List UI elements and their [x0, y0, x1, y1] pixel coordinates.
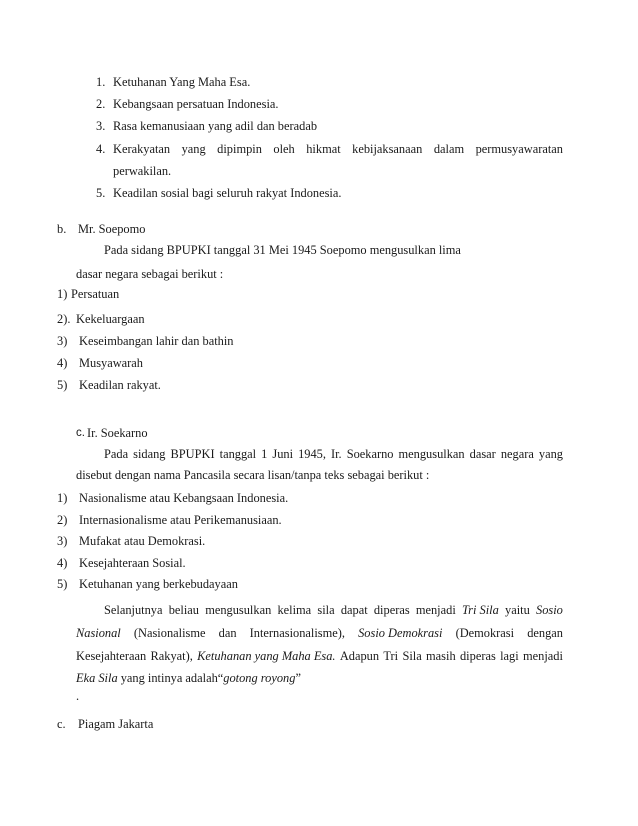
word: menjadi: [415, 603, 456, 617]
word: masih: [426, 649, 456, 663]
list-number: 1): [57, 287, 68, 301]
list-number: 4): [57, 556, 68, 570]
word: diperas: [459, 649, 496, 663]
list-item: Keseimbangan lahir dan bathin: [79, 334, 234, 348]
word-italic: Nasional: [76, 626, 121, 640]
word-italic: Ketuhanan yang Maha Esa.: [197, 649, 336, 663]
word: yaitu: [505, 603, 530, 617]
word: Rakyat),: [150, 649, 193, 663]
word: dan: [218, 626, 237, 640]
list-item: Keadilan rakyat.: [79, 378, 161, 392]
word: dapat: [340, 603, 368, 617]
paragraph-line-justified: [76, 648, 563, 664]
list-item: Keadilan sosial bagi seluruh rakyat Indonesia.: [113, 186, 342, 200]
list-number: 5.: [96, 186, 106, 200]
word: Tri: [383, 649, 399, 663]
word: Internasionalisme),: [249, 626, 345, 640]
list-item: Nasionalisme atau Kebangsaan Indonesia.: [79, 491, 289, 505]
list-item: Rasa kemanusiaan yang adil dan beradab: [113, 119, 318, 133]
list-item: Internasionalisme atau Perikemanusiaan.: [79, 513, 282, 527]
word: sila: [317, 603, 335, 617]
paragraph-line: [76, 670, 301, 686]
list-item: Kesejahteraan Sosial.: [79, 556, 186, 570]
list-item: Mufakat atau Demokrasi.: [79, 534, 206, 548]
paragraph-line-justified: [104, 602, 563, 618]
word: BPUPKI: [170, 447, 215, 461]
word: dasar: [469, 447, 496, 461]
list-number: 2).: [57, 312, 71, 326]
word: Soekarno: [346, 447, 394, 461]
paragraph-line: dasar negara sebagai berikut :: [76, 267, 224, 281]
word-italic: Sosio Demokrasi: [358, 626, 443, 640]
word: beliau: [168, 603, 199, 617]
section-heading: Ir. Soekarno: [87, 426, 148, 440]
word: diperas: [373, 603, 410, 617]
list-number: 1): [57, 491, 68, 505]
word: kelima: [277, 603, 312, 617]
word: Juni: [272, 447, 294, 461]
word: negara: [500, 447, 534, 461]
text-run: yang intinya adalah“: [117, 671, 224, 685]
list-number: 5): [57, 577, 68, 591]
word: permusyawaratan: [475, 142, 563, 156]
list-item-continuation: perwakilan.: [113, 164, 172, 178]
word-italic: gotong royong: [223, 671, 296, 685]
list-number: 5): [57, 378, 68, 392]
word: mengusulkan: [205, 603, 272, 617]
word: (Demokrasi: [455, 626, 515, 640]
word: dengan: [527, 626, 563, 640]
paragraph-line: Pada sidang BPUPKI tanggal 31 Mei 1945 Soepomo mengusulkan lima: [104, 243, 461, 257]
section-marker: b.: [57, 222, 67, 236]
list-number: 3.: [96, 119, 106, 133]
word-italic: Sosio: [536, 603, 563, 617]
list-number: 3): [57, 534, 68, 548]
word: yang: [181, 142, 206, 156]
word: Kesejahteraan: [76, 649, 147, 663]
section-heading: Piagam Jakarta: [78, 717, 154, 731]
word: Pada: [104, 447, 129, 461]
word: mengusulkan: [398, 447, 465, 461]
list-item: Ketuhanan Yang Maha Esa.: [113, 75, 251, 89]
list-item: Musyawarah: [79, 356, 143, 370]
word: Sila: [402, 649, 422, 663]
word: Ir.: [330, 447, 342, 461]
word: 1945,: [298, 447, 326, 461]
list-number: 4.: [96, 142, 106, 156]
word: Adapun: [339, 649, 380, 663]
word: dipimpin: [217, 142, 262, 156]
word-italic: Eka Sila: [76, 671, 118, 685]
word: oleh: [273, 142, 295, 156]
list-item: Kebangsaan persatuan Indonesia.: [113, 97, 279, 111]
list-number: 2.: [96, 97, 106, 111]
list-item: Kekeluargaan: [76, 312, 145, 326]
stray-period: .: [76, 689, 80, 703]
text-run: ”: [295, 671, 301, 685]
list-number: 2): [57, 513, 68, 527]
word: menjadi: [523, 649, 563, 663]
word: 1: [261, 447, 268, 461]
paragraph-line-justified: [76, 625, 563, 641]
word-italic: Tri Sila: [461, 603, 499, 617]
section-heading: Mr. Soepomo: [78, 222, 146, 236]
list-number: 3): [57, 334, 68, 348]
word: yang: [538, 447, 563, 461]
list-item: Ketuhanan yang berkebudayaan: [79, 577, 238, 591]
word: lagi: [500, 649, 519, 663]
word: (Nasionalisme: [133, 626, 206, 640]
word: hikmat: [306, 142, 341, 156]
word: tanggal: [219, 447, 257, 461]
section-marker: c.: [57, 717, 66, 731]
list-number: 4): [57, 356, 68, 370]
word: Selanjutnya: [104, 603, 163, 617]
list-item-justified: [113, 141, 563, 157]
word: kebijaksanaan: [352, 142, 423, 156]
list-item: Persatuan: [71, 287, 120, 301]
word: sidang: [133, 447, 166, 461]
section-marker: c.: [76, 427, 85, 439]
word: Kerakyatan: [113, 142, 171, 156]
list-number: 1.: [96, 75, 106, 89]
paragraph-line-justified: [104, 446, 563, 462]
paragraph-line: disebut dengan nama Pancasila secara lisan/tanpa teks sebagai berikut :: [76, 468, 430, 482]
word: dalam: [433, 142, 465, 156]
